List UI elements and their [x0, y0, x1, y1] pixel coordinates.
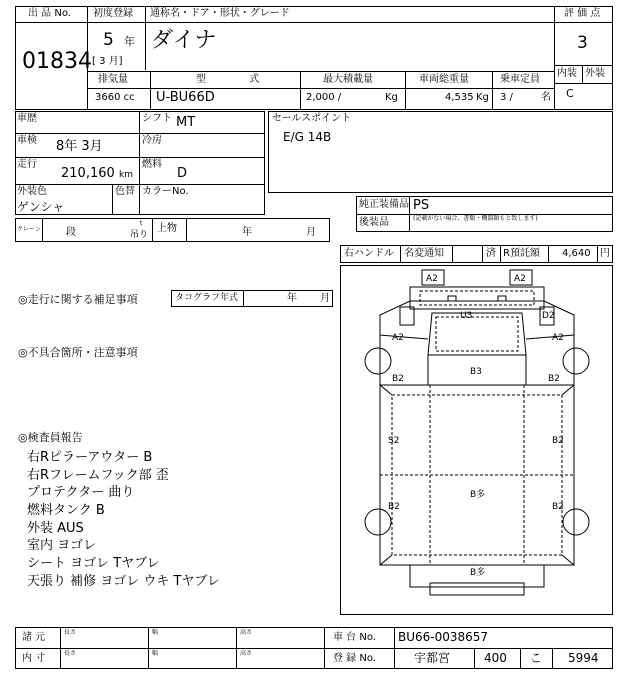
tachograph-month: 月 [320, 293, 330, 304]
shift-label: シフト [142, 113, 172, 124]
tachograph-label: タコグラフ年式 [175, 293, 239, 303]
damage-mark: B2 [548, 374, 560, 384]
gross-weight-label: 車両総重量 [419, 74, 469, 85]
tachograph-year: 年 [287, 293, 297, 304]
damage-mark: A2 [514, 274, 526, 284]
truck-diagram [340, 265, 613, 615]
inspector-report-list [27, 446, 220, 588]
mileage-label: 走行 [17, 159, 37, 170]
damage-mark: B2 [552, 436, 564, 446]
seats-unit: 名 [541, 92, 551, 103]
displacement-value: 3660 cc [95, 92, 135, 103]
crane-steps: 段 [66, 227, 76, 238]
mileage-value: 210,160 [61, 166, 115, 181]
seats-value: 3 / [500, 92, 513, 103]
color-code-label: カラーNo. [142, 186, 189, 197]
report-line: 燃料タンク B [27, 503, 105, 519]
crane-hang: 吊り [130, 230, 149, 240]
ac-label: 冷房 [142, 135, 162, 146]
sales-point-label: セールスポイント [272, 113, 352, 124]
fuel-value: D [177, 166, 188, 181]
exterior-color-value: ゲンシャ [17, 200, 65, 214]
name-change-notice-label: 名変通知 [404, 248, 444, 259]
spec-height-label: 高さ [240, 629, 253, 636]
sales-point-value: E/G 14B [283, 130, 332, 144]
fuel-label: 燃料 [142, 159, 162, 170]
damage-mark: B多 [470, 490, 486, 500]
damage-mark: U3 [460, 311, 473, 321]
year-unit: 年 [124, 35, 135, 48]
damage-mark: A2 [426, 274, 438, 284]
damage-mark: D2 [542, 311, 555, 321]
capacity-unit: Kg [385, 92, 398, 103]
overall-score: 3 [577, 33, 588, 53]
report-line: 天張り 補修 ヨゴレ ウキ Tヤブレ [27, 573, 220, 589]
inspection-value: 8年 3月 [56, 139, 103, 154]
report-line: 右Rフレームフック部 歪 [27, 467, 169, 483]
completed-mark: 済 [486, 248, 496, 259]
damage-mark: A2 [552, 333, 564, 343]
registration-number: 5994 [568, 651, 599, 665]
inspector-report-title: ◎検査員報告 [18, 431, 83, 444]
inspection-label: 車検 [17, 135, 37, 146]
report-line: シート ヨゴレ Tヤブレ [27, 556, 160, 572]
damage-mark: B3 [470, 367, 482, 377]
recycle-deposit-unit: 円 [600, 248, 610, 259]
upper-year: 年 [242, 227, 252, 238]
damage-mark: S2 [388, 436, 400, 446]
crane-ton: t [140, 220, 143, 227]
inner-width-label: 幅 [152, 650, 159, 657]
color-change-label: 色替 [115, 186, 135, 197]
lot-number: 01834 [22, 49, 92, 74]
aftermarket-label: 後装品 [359, 217, 389, 228]
crane-label: クレーン [17, 226, 41, 233]
damage-mark: B2 [552, 502, 564, 512]
damage-mark: A2 [392, 333, 404, 343]
report-line: 外装 AUS [27, 520, 84, 536]
model-value: U-BU66D [156, 90, 215, 105]
recycle-deposit-label: R預託額 [503, 248, 540, 259]
interior-score: C [566, 87, 574, 100]
damage-mark: B多 [470, 568, 486, 578]
name-label: 通称名・ドア・形状・グレード [150, 8, 290, 19]
lot-no-label: 出 品 No. [28, 8, 71, 19]
upper-month: 月 [306, 227, 316, 238]
aftermarket-note: (記載がない場合、書類・機器類もと致します) [413, 215, 538, 222]
registration-class: 400 [484, 651, 507, 665]
chassis-no-value: BU66-0038657 [398, 630, 489, 644]
capacity-value: 2,000 / [306, 92, 342, 103]
spec-length-label: 長さ [64, 629, 77, 636]
inner-height-label: 高さ [240, 650, 253, 657]
car-name: ダイナ [151, 28, 217, 53]
steering-side: 右ハンドル [344, 248, 394, 259]
registration-no-label: 登 録 No. [333, 653, 376, 664]
first-registration-label: 初度登録 [93, 8, 133, 19]
capacity-label: 最大積載量 [323, 74, 373, 85]
spec-width-label: 幅 [152, 629, 159, 636]
registration-month: [ 3 月] [92, 56, 123, 67]
damage-mark: B2 [392, 374, 404, 384]
equipment-label: 純正装備品 [359, 199, 409, 210]
gross-weight-unit: Kg [476, 92, 489, 103]
mileage-unit: km [119, 170, 133, 180]
exterior-color-label: 外装色 [17, 186, 47, 197]
report-line: 室内 ヨゴレ [27, 538, 97, 554]
recycle-deposit-value: 4,640 [562, 248, 591, 259]
gross-weight-value: 4,535 [445, 92, 474, 103]
report-line: 右Rピラーアウター B [27, 450, 153, 465]
report-line: プロテクター 曲り [27, 485, 135, 501]
displacement-label: 排気量 [98, 74, 128, 85]
specs-label: 諸 元 [22, 632, 46, 643]
model-label: 型 式 [196, 74, 280, 85]
defects-title: ◎不具合箇所・注意事項 [18, 346, 138, 359]
registration-year: 5 [103, 30, 114, 50]
registration-place: 宇都宮 [414, 651, 451, 665]
equipment-value: PS [413, 198, 430, 213]
shift-value: MT [176, 115, 196, 130]
inner-size-label: 内 寸 [22, 653, 46, 664]
damage-mark: B2 [388, 502, 400, 512]
exterior-label: 外装 [585, 68, 605, 79]
history-label: 車歴 [17, 113, 37, 124]
seats-label: 乗車定員 [500, 74, 540, 85]
score-label: 評 価 点 [564, 8, 601, 19]
registration-kana: こ [530, 651, 543, 665]
chassis-no-label: 車 台 No. [333, 632, 376, 643]
upper-label: 上物 [157, 223, 177, 234]
driving-notes-title: ◎走行に関する補足事項 [18, 293, 138, 306]
inner-length-label: 長さ [64, 650, 77, 657]
interior-label: 内装 [557, 68, 577, 79]
